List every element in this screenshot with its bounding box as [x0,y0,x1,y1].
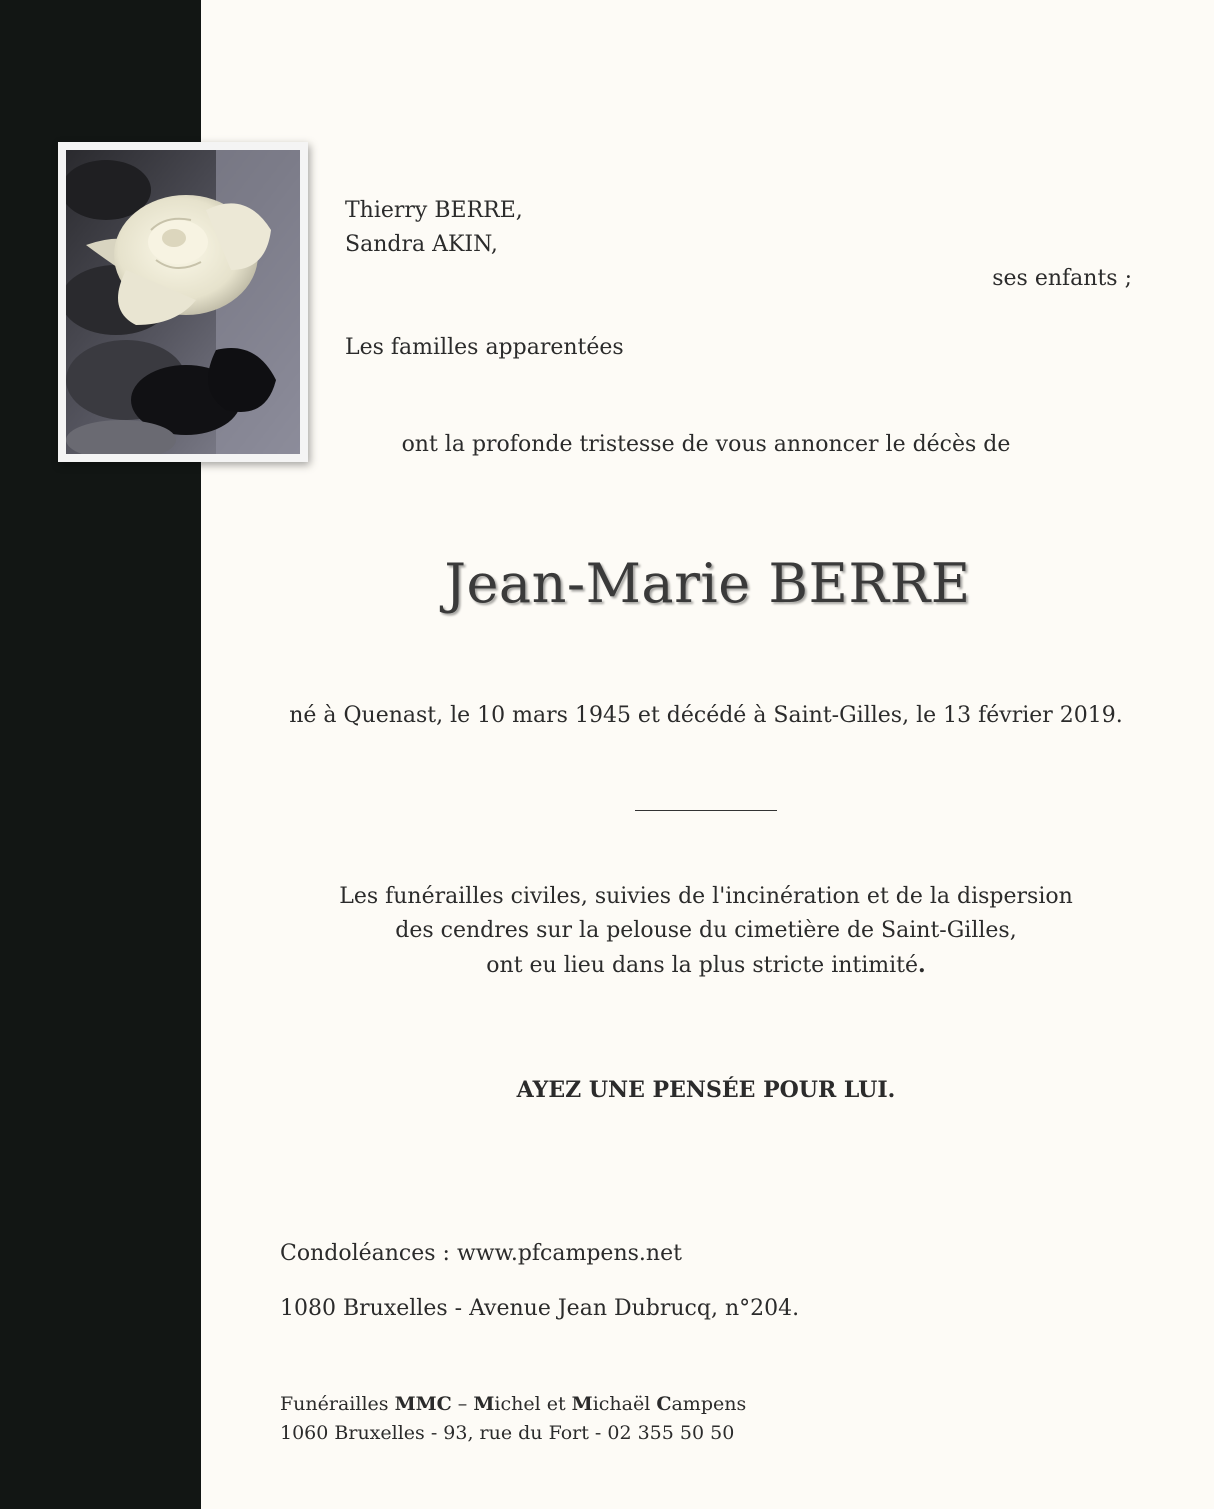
funeral-line-3: ont eu lieu dans la plus stricte intimité. [486,952,926,978]
funeral-home-address: 1060 Bruxelles - 93, rue du Fort - 02 355 50 50 [280,1422,735,1444]
announcer-child-1: Thierry BERRE, [345,198,523,223]
separator-line [635,810,777,811]
birth-death-dates: né à Quenast, le 10 mars 1945 et décédé à Saint-Gilles, le 13 février 2019. [289,703,1123,728]
white-rose-image [66,150,300,454]
announcer-child-2: Sandra AKIN, [345,232,498,257]
address: 1080 Bruxelles - Avenue Jean Dubrucq, n°204. [280,1296,800,1321]
funeral-line-1: Les funérailles civiles, suivies de l'incinération et de la dispersion [339,884,1073,909]
deceased-name: Jean-Marie BERRE [444,552,971,615]
announcement-text: ont la profonde tristesse de vous annoncer le décès de [401,432,1011,457]
flower-photo-frame [58,142,308,462]
funeral-line-2: des cendres sur la pelouse du cimetière de Saint-Gilles, [395,918,1017,943]
announcer-families: Les familles apparentées [345,335,624,360]
condolences-website: Condoléances : www.pfcampens.net [280,1241,682,1266]
closing-phrase: AYEZ UNE PENSÉE POUR LUI. [516,1077,896,1103]
announcer-relation: ses enfants ; [992,266,1132,291]
funeral-home-name: Funérailles MMC – Michel et Michaël Campens [280,1393,747,1415]
